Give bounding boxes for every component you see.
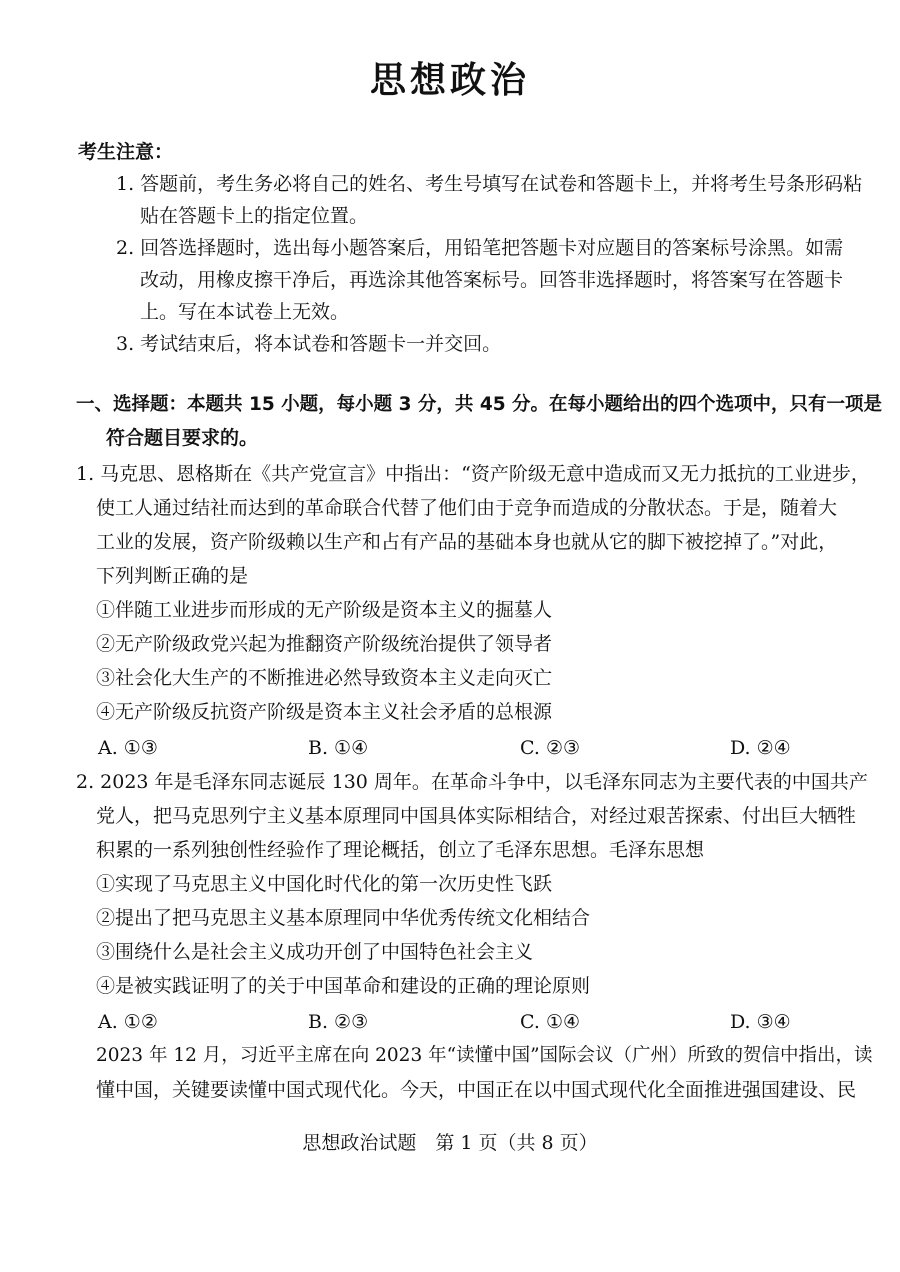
notice-line: 1. 答题前，考生务必将自己的姓名、考生号填写在试卷和答题卡上，并将考生号条形码粘: [116, 173, 863, 195]
notice-line: 2. 回答选择题时，选出每小题答案后，用铅笔把答题卡对应题目的答案标号涂黑。如需: [116, 237, 844, 259]
question-2-stem: 积累的一系列独创性经验作了理论概括，创立了毛泽东思想。毛泽东思想: [96, 839, 705, 861]
question-2-stem: 2. 2023 年是毛泽东同志诞辰 130 周年。在革命斗争中，以毛泽东同志为主要代表的中国共产: [76, 771, 868, 793]
notice-heading: 考生注意：: [78, 141, 174, 163]
page-footer: 思想政治试题 第 1 页（共 8 页）: [302, 1132, 598, 1154]
question-1-item: ④无产阶级反抗资产阶级是资本主义社会矛盾的总根源: [96, 701, 553, 723]
notice-line: 3. 考试结束后，将本试卷和答题卡一并交回。: [116, 333, 502, 355]
section-heading: 一、选择题：本题共 15 小题，每小题 3 分，共 45 分。在每小题给出的四个选项中，只有一项是: [76, 394, 883, 415]
question-1-option-b: B. ①④: [308, 737, 369, 759]
question-2-item: ①实现了马克思主义中国化时代化的第一次历史性飞跃: [96, 873, 553, 895]
question-2-stem: 党人，把马克思列宁主义基本原理同中国具体实际相结合，对经过艰苦探索、付出巨大牺牲: [96, 805, 857, 827]
notice-line: 改动，用橡皮擦干净后，再选涂其他答案标号。回答非选择题时，将答案写在答题卡: [140, 269, 844, 291]
question-2-item: ②提出了把马克思主义基本原理同中华优秀传统文化相结合: [96, 907, 591, 929]
question-1-item: ①伴随工业进步而形成的无产阶级是资本主义的掘墓人: [96, 599, 553, 621]
question-2-option-d: D. ③④: [730, 1011, 791, 1033]
question-1-stem: 使工人通过结社而达到的革命联合代替了他们由于竞争而造成的分散状态。于是，随着大: [96, 497, 838, 519]
question-1-option-a: A. ①③: [98, 737, 158, 759]
question-2-option-a: A. ①②: [98, 1011, 158, 1033]
question-2-option-c: C. ①④: [520, 1011, 581, 1033]
question-1-option-c: C. ②③: [520, 737, 581, 759]
question-3-passage: 懂中国，关键要读懂中国式现代化。今天，中国正在以中国式现代化全面推进强国建设、民: [96, 1079, 857, 1101]
question-1-item: ②无产阶级政党兴起为推翻资产阶级统治提供了领导者: [96, 633, 553, 655]
question-2-option-b: B. ②③: [308, 1011, 369, 1033]
question-1-option-d: D. ②④: [730, 737, 791, 759]
question-1-stem: 1. 马克思、恩格斯在《共产党宣言》中指出：“资产阶级无意中造成而又无力抵抗的工业进步，: [76, 463, 870, 485]
question-1-stem: 工业的发展，资产阶级赖以生产和占有产品的基础本身也就从它的脚下被挖掉了。”对此，: [96, 531, 838, 553]
question-3-passage: 2023 年 12 月，习近平主席在向 2023 年“读懂中国”国际会议（广州）所致的贺信中指出，读: [96, 1045, 873, 1066]
page-title: 思想政治: [369, 60, 530, 101]
notice-line: 贴在答题卡上的指定位置。: [140, 205, 369, 227]
notice-line: 上。写在本试卷上无效。: [140, 301, 350, 323]
question-2-item: ④是被实践证明了的关于中国革命和建设的正确的理论原则: [96, 975, 591, 997]
question-1-stem: 下列判断正确的是: [96, 565, 249, 587]
section-heading-cont: 符合题目要求的。: [106, 427, 259, 449]
question-1-item: ③社会化大生产的不断推进必然导致资本主义走向灭亡: [96, 667, 553, 689]
question-2-item: ③围绕什么是社会主义成功开创了中国特色社会主义: [96, 941, 534, 963]
